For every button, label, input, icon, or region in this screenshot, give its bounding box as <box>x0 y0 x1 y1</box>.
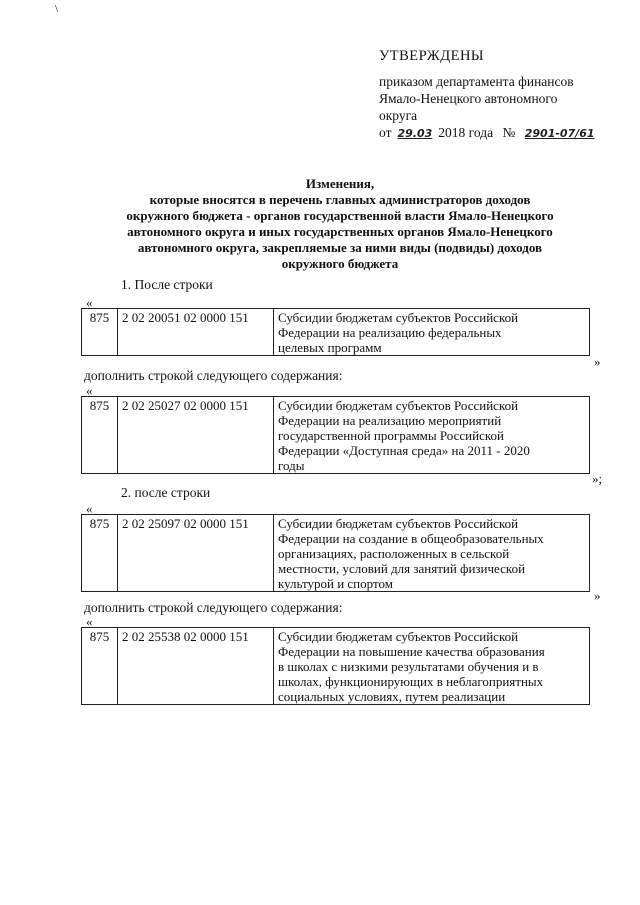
heading-line: которые вносятся в перечень главных администраторов доходов <box>149 192 531 207</box>
record-table-4 <box>81 627 590 705</box>
close-quote: » <box>594 354 601 369</box>
description-line: местности, условий для занятий физической <box>278 561 526 576</box>
date-prefix: от <box>379 125 392 140</box>
table-row <box>82 515 590 592</box>
description-line: Федерации на реализацию мероприятий <box>278 413 502 428</box>
record-table-3 <box>81 514 590 592</box>
document-heading <box>80 176 600 272</box>
description-cell <box>274 309 590 356</box>
income-code-cell: 2 02 25538 02 0000 151 <box>118 628 274 705</box>
description-cell <box>274 515 590 592</box>
approval-line: Ямало-Ненецкого автономного <box>379 91 558 106</box>
admin-code-cell: 875 <box>82 397 118 474</box>
description-line: Субсидии бюджетам субъектов Российской <box>278 516 519 531</box>
scan-mark: \ <box>55 3 59 15</box>
heading-line: окружного бюджета - органов государственной власти Ямало-Ненецкого <box>126 208 554 223</box>
open-quote: « <box>86 295 93 310</box>
heading-line: Изменения, <box>305 176 375 191</box>
admin-code-cell: 875 <box>82 628 118 705</box>
close-quote-semicolon: »; <box>592 471 603 486</box>
handwritten-number: 2901-07/61 <box>524 127 595 140</box>
record-table-1 <box>81 308 590 356</box>
approval-text <box>379 73 624 142</box>
heading-line: автономного округа, закрепляемые за ними виды (подвиды) доходов <box>137 240 543 255</box>
description-line: Федерации на реализацию федеральных <box>278 325 502 340</box>
admin-code-cell: 875 <box>82 515 118 592</box>
description-line: Федерации на повышение качества образования <box>278 644 545 659</box>
close-quote: » <box>594 588 601 603</box>
open-quote: « <box>86 614 93 629</box>
approval-line: приказом департамента финансов <box>379 74 574 89</box>
heading-line: автономного округа и иных государственных органов Ямало-Ненецкого <box>127 224 553 239</box>
description-line: культурой и спортом <box>278 576 393 591</box>
year-text: 2018 года <box>438 125 494 140</box>
open-quote: « <box>86 501 93 516</box>
record-table-2 <box>81 396 590 474</box>
heading-line: окружного бюджета <box>281 256 399 271</box>
description-line: Субсидии бюджетам субъектов Российской <box>278 398 519 413</box>
description-cell <box>274 397 590 474</box>
description-line: социальных условиях, путем реализации <box>278 689 506 704</box>
handwritten-date: 29.03 <box>397 127 433 140</box>
admin-code-cell: 875 <box>82 309 118 356</box>
number-sign: № <box>502 125 516 140</box>
add-row-instruction: дополнить строкой следующего содержания: <box>84 600 343 615</box>
table-row <box>82 309 590 356</box>
income-code-cell: 2 02 25027 02 0000 151 <box>118 397 274 474</box>
approval-title: УТВЕРЖДЕНЫ <box>379 48 485 64</box>
approval-date-line <box>379 124 624 142</box>
description-line: целевых программ <box>278 340 382 355</box>
description-line: в школах с низкими результатами обучения и в <box>278 659 539 674</box>
table-row <box>82 628 590 705</box>
income-code-cell: 2 02 25097 02 0000 151 <box>118 515 274 592</box>
description-cell <box>274 628 590 705</box>
add-row-instruction: дополнить строкой следующего содержания: <box>84 368 343 383</box>
description-line: Субсидии бюджетам субъектов Российской <box>278 310 519 325</box>
description-line: годы <box>278 458 305 473</box>
description-line: Федерации на создание в общеобразовательных <box>278 531 544 546</box>
description-line: государственной программы Российской <box>278 428 504 443</box>
income-code-cell: 2 02 20051 02 0000 151 <box>118 309 274 356</box>
description-line: школах, функционирующих в неблагоприятных <box>278 674 544 689</box>
item-1-label: 1. После строки <box>121 277 213 292</box>
description-line: Федерации «Доступная среда» на 2011 - 2020 <box>278 443 530 458</box>
open-quote: « <box>86 383 93 398</box>
table-row <box>82 397 590 474</box>
description-line: организациях, расположенных в сельской <box>278 546 510 561</box>
description-line: Субсидии бюджетам субъектов Российской <box>278 629 519 644</box>
approval-line: округа <box>379 108 418 123</box>
item-2-label: 2. после строки <box>121 485 211 500</box>
